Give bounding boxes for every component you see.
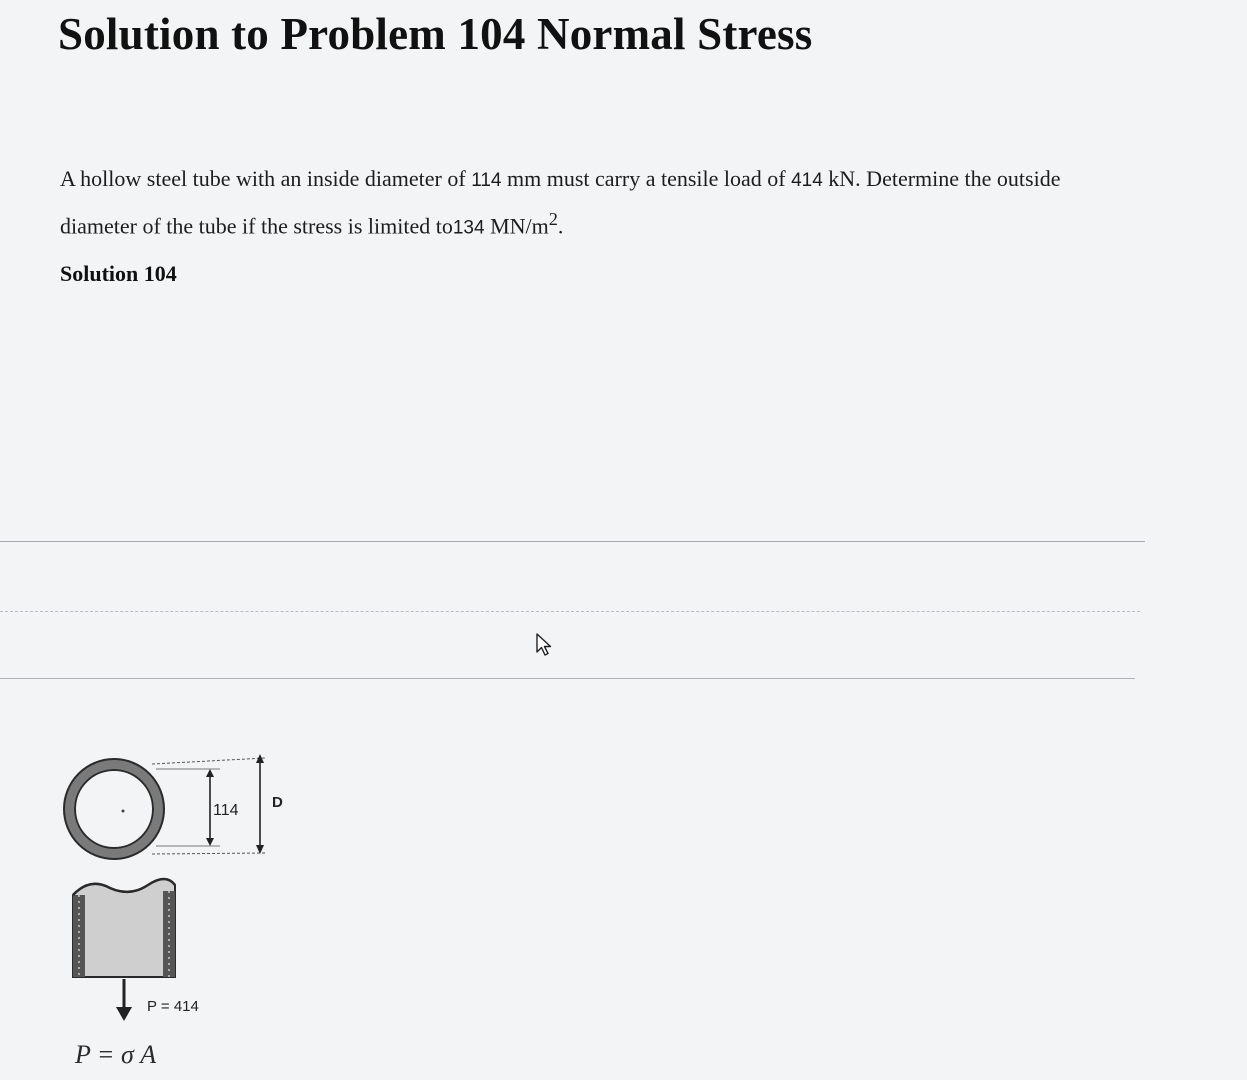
unit-exponent: 2 xyxy=(548,209,558,229)
extension-line xyxy=(152,853,265,854)
problem-text-4: MN/m xyxy=(484,213,549,239)
extension-line xyxy=(152,758,265,764)
inside-diameter-value: 114 xyxy=(471,170,502,191)
tube-center-mark xyxy=(122,810,125,813)
tube-side-view xyxy=(73,879,175,977)
problem-text-5: . xyxy=(557,213,564,239)
outer-diameter-label: D xyxy=(272,794,283,811)
solution-heading: Solution 104 xyxy=(60,261,177,286)
formula-line: P = σ A xyxy=(75,1040,157,1069)
divider-dashed-line xyxy=(0,611,1140,612)
dimension-arrow xyxy=(206,838,214,846)
problem-text-1: A hollow steel tube with an inside diameter of xyxy=(60,166,472,191)
load-value: 414 xyxy=(791,170,823,191)
dimension-arrow xyxy=(206,769,214,777)
tube-outer-edge xyxy=(64,759,164,859)
down-arrow-icon xyxy=(116,1007,132,1021)
problem-statement xyxy=(60,160,1090,247)
tube-inner-edge xyxy=(75,770,153,848)
problem-text-3: kN. Determine the outside diameter of the tube if the stress is limited to xyxy=(60,166,1061,239)
mouse-pointer-icon xyxy=(535,632,555,658)
divider-line xyxy=(0,678,1135,679)
page-title: Solution to Problem 104 Normal Stress xyxy=(58,9,813,59)
tube-diagram xyxy=(60,745,320,1025)
problem-text-2: mm must carry a tensile load of xyxy=(501,166,792,191)
tube-cross-section xyxy=(69,764,159,854)
load-label: P = 414 xyxy=(147,998,199,1015)
divider-line xyxy=(0,541,1145,542)
stress-limit-value: 134 xyxy=(452,217,485,239)
inner-diameter-label: 114 xyxy=(213,802,239,819)
